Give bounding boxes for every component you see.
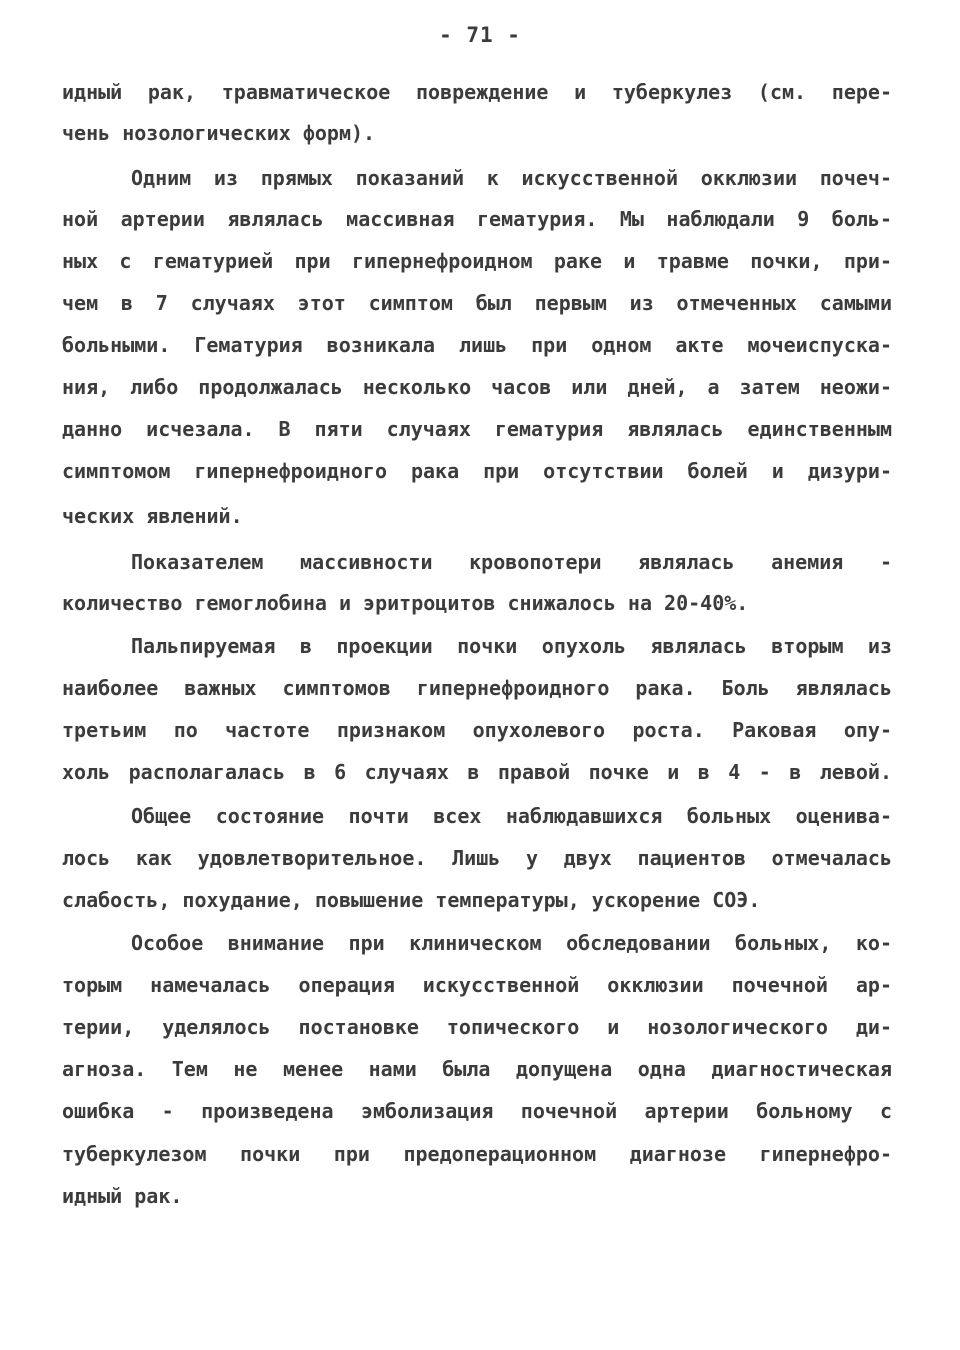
text-line: наиболее важных симптомов гипернефроидного рака. Боль являлась <box>62 676 892 700</box>
text-line: ния, либо продолжалась несколько часов или дней, а затем неожи- <box>62 375 892 399</box>
text-line: Особое внимание при клиническом обследовании больных, ко- <box>131 931 892 955</box>
text-line: идный рак, травматическое повреждение и туберкулез (см. пере- <box>62 80 892 104</box>
text-line: лось как удовлетворительное. Лишь у двух пациентов отмечалась <box>62 846 892 870</box>
text-line: агноза. Тем не менее нами была допущена одна диагностическая <box>62 1057 892 1081</box>
text-line: Показателем массивности кровопотери являлась анемия - <box>131 550 892 574</box>
text-line: слабость, похудание, повышение температуры, ускорение СОЭ. <box>62 888 761 912</box>
text-line: третьим по частоте признаком опухолевого роста. Раковая опу- <box>62 718 892 742</box>
text-line: туберкулезом почки при предоперационном диагнозе гипернефро- <box>62 1142 892 1166</box>
text-line: торым намечалась операция искусственной окклюзии почечной ар- <box>62 973 892 997</box>
text-line: ной артерии являлась массивная гематурия. Мы наблюдали 9 боль- <box>62 207 892 231</box>
text-line: симптомом гипернефроидного рака при отсутствии болей и дизури- <box>62 459 892 483</box>
text-line: больными. Гематурия возникала лишь при одном акте мочеиспуска- <box>62 333 892 357</box>
text-line: ческих явлений. <box>62 504 243 528</box>
text-line: холь располагалась в 6 случаях в правой почке и в 4 - в левой. <box>62 760 892 784</box>
text-line: ошибка - произведена эмболизация почечной артерии больному с <box>62 1099 892 1123</box>
text-line: идный рак. <box>62 1184 183 1208</box>
text-line: количество гемоглобина и эритроцитов снижалось на 20-40%. <box>62 591 749 615</box>
text-line: ных с гематурией при гипернефроидном раке и травме почки, при- <box>62 249 892 273</box>
text-line: чем в 7 случаях этот симптом был первым из отмеченных самыми <box>62 291 892 315</box>
page-number: - 71 - <box>439 23 521 47</box>
text-line: данно исчезала. В пяти случаях гематурия являлась единственным <box>62 417 892 441</box>
text-line: Общее состояние почти всех наблюдавшихся больных оценива- <box>131 804 892 828</box>
text-line: Пальпируемая в проекции почки опухоль являлась вторым из <box>131 634 892 658</box>
text-line: терии, уделялось постановке топического и нозологического ди- <box>62 1015 892 1039</box>
text-line: Одним из прямых показаний к искусственной окклюзии почеч- <box>131 166 892 190</box>
text-line: чень нозологических форм). <box>62 121 376 145</box>
